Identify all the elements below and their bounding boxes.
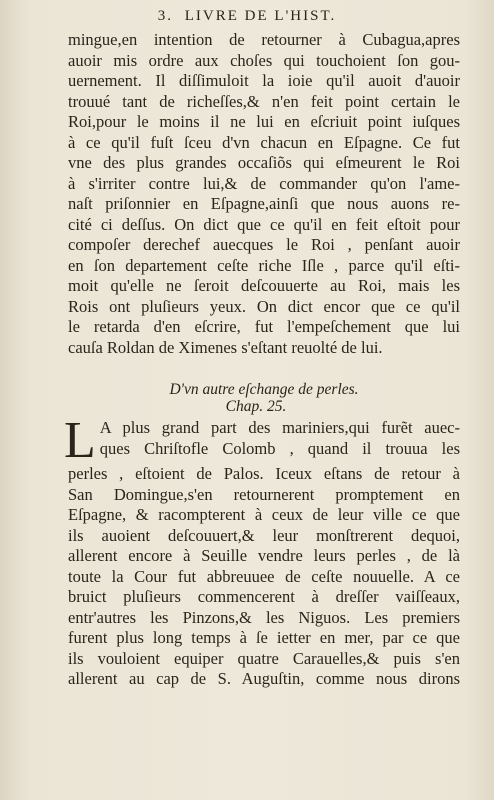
text-line: en ſon departement ceſte riche Iſle , parce qu'il eſti- xyxy=(68,255,460,275)
body-text-section-2 xyxy=(64,412,460,690)
text-line: le retarda d'en eſcrire, fut l'empeſchement que lui xyxy=(68,317,460,336)
text-line: perles , eſtoient de Palos. Iceux eſtans de retour à xyxy=(68,464,460,483)
running-title: LIVRE DE L'HIST. xyxy=(184,8,337,24)
text-line: uernement. Il diſſimuloit la ioie qu'il auoit d'auoir xyxy=(68,71,460,90)
text-line: vne des plus grandes occaſiõs qui eſmeurent le Roi xyxy=(68,153,460,172)
page-number: 3. xyxy=(157,8,173,24)
text-line: Rois ont pluſieurs yeux. On dict encor que ce qu'il xyxy=(68,296,460,316)
text-line: entr'autres les Pinzons,& les Niguos. Les premiers xyxy=(68,607,460,627)
text-line: A plus grand part des mariniers,qui furẽt auec- xyxy=(99,418,460,437)
text-line: trouué tant de richeſſes,& n'en feit point certain le xyxy=(68,91,460,111)
text-line: San Domingue,s'en retournerent promptement en xyxy=(68,484,460,504)
drop-cap: L xyxy=(64,412,96,469)
text-line: Roi,pour le moins il ne lui en eſcriuit point iuſques xyxy=(68,112,460,131)
text-line: allerent au cap de S. Auguſtin, comme nous dirons xyxy=(68,669,460,688)
text-line: compoſer derechef auecques le Roi , penſant auoir xyxy=(68,235,460,254)
text-line: mingue,en intention de retourner à Cubagua,apres xyxy=(68,30,460,49)
text-line: allerent encore à Seuille vendre leurs perles , de là xyxy=(68,546,460,565)
chapter-title: D'vn autre eſchange de perles. xyxy=(169,381,359,398)
text-line: auoir mis ordre aux choſes qui touchoient ſon gou- xyxy=(68,50,460,70)
text-line: moit qu'elle ne ſeroit deſcouuerte au Roi, mais les xyxy=(68,276,460,295)
text-line: furent plus long temps à ſe ietter en mer, par ce que xyxy=(68,628,460,647)
text-line: toute la Cour fut abbreuuee de ceſte nouuelle. A ce xyxy=(68,566,460,586)
running-head xyxy=(0,8,494,25)
text-line: Eſpagne, & racompterent à ceux de leur ville ce que xyxy=(68,505,460,524)
text-line: bruict pluſieurs commencerent à dreſſer vaiſſeaux, xyxy=(68,587,460,606)
text-line: à s'irriter contre lui,& de commander qu'on l'ame- xyxy=(68,173,460,193)
text-line: naſt priſonnier en Eſpagne,ainſi que nous auons re- xyxy=(68,194,460,213)
text-line: ils vouloient equiper quatre Carauelles,& puis s'en xyxy=(68,648,460,668)
text-line: cité ci deſſus. On dict que ce qu'il en feit eſtoit pour xyxy=(68,214,460,234)
body-text-section-1 xyxy=(68,30,460,358)
text-line: ils auoient deſcouuert,& leur monſtrerent dequoi, xyxy=(68,525,460,545)
text-line: à ce qu'il fuſt ſceu d'vn chacun en Eſpagne. Ce fut xyxy=(68,132,460,152)
chapter-number: Chap. 25. xyxy=(225,398,287,415)
text-line: cauſa Roldan de Ximenes s'eſtant reuolté de lui. xyxy=(68,337,383,357)
text-line: ques Chriſtofle Colomb , quand il trouua les xyxy=(99,438,460,458)
